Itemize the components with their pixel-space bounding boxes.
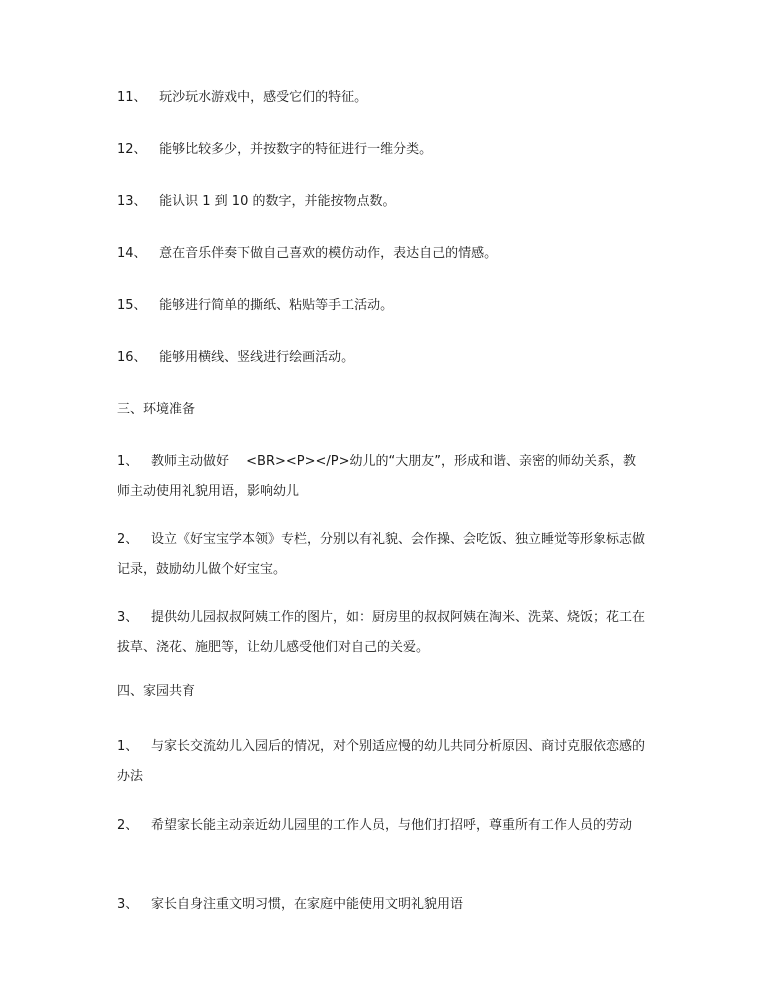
- item-number: 2、: [117, 532, 139, 547]
- list-item: [117, 90, 647, 106]
- item-text: 能认识 1 到 10 的数字，并能按物点数。: [159, 194, 396, 209]
- item-number: 12、: [117, 142, 147, 157]
- item-text: 设立《好宝宝学本领》专栏，分别以有礼貌、会作操、会吃饭、独立睡觉等形象标志做记录，鼓励幼儿做个好宝宝。: [117, 532, 646, 577]
- item-text: 提供幼儿园叔叔阿姨工作的图片，如：厨房里的叔叔阿姨在淘米、洗菜、烧饭；花工在拔草、浇花、施肥等，让幼儿感受他们对自己的关爱。: [117, 610, 646, 655]
- item-text: 家长自身注重文明习惯，在家庭中能使用文明礼貌用语: [151, 897, 464, 912]
- item-text: 与家长交流幼儿入园后的情况，对个别适应慢的幼儿共同分析原因、商讨克服依恋感的办法: [117, 739, 646, 784]
- item-text: 教师主动做好 <BR><P></P>幼儿的“大朋友”，形成和谐、亲密的师幼关系，教师主动使用礼貌用语，影响幼儿: [117, 454, 636, 499]
- list-item: [117, 447, 647, 507]
- section-heading: 三、环境准备: [117, 402, 196, 417]
- item-number: 15、: [117, 298, 147, 313]
- list-item: [117, 350, 647, 366]
- list-item: [117, 194, 647, 210]
- list-item: [117, 732, 647, 792]
- item-text: 意在音乐伴奏下做自己喜欢的模仿动作，表达自己的情感。: [159, 246, 498, 261]
- section-heading: 四、家园共育: [117, 684, 196, 699]
- list-item: [117, 246, 647, 262]
- list-item: [117, 525, 647, 585]
- list-item: [117, 890, 647, 920]
- item-number: 13、: [117, 194, 147, 209]
- item-number: 11、: [117, 90, 147, 105]
- item-text: 玩沙玩水游戏中，感受它们的特征。: [159, 90, 368, 105]
- list-item: [117, 298, 647, 314]
- item-number: 14、: [117, 246, 147, 261]
- item-text: 能够用横线、竖线进行绘画活动。: [159, 350, 355, 365]
- item-text: 希望家长能主动亲近幼儿园里的工作人员，与他们打招呼，尊重所有工作人员的劳动: [151, 818, 633, 833]
- list-item: [117, 603, 647, 663]
- list-item: [117, 142, 647, 158]
- item-number: 1、: [117, 739, 139, 754]
- item-number: 2、: [117, 818, 139, 833]
- item-number: 3、: [117, 610, 139, 625]
- item-number: 1、: [117, 454, 139, 469]
- item-text: 能够进行简单的撕纸、粘贴等手工活动。: [159, 298, 394, 313]
- item-number: 16、: [117, 350, 147, 365]
- item-text: 能够比较多少，并按数字的特征进行一维分类。: [159, 142, 433, 157]
- list-item: [117, 811, 647, 841]
- item-number: 3、: [117, 897, 139, 912]
